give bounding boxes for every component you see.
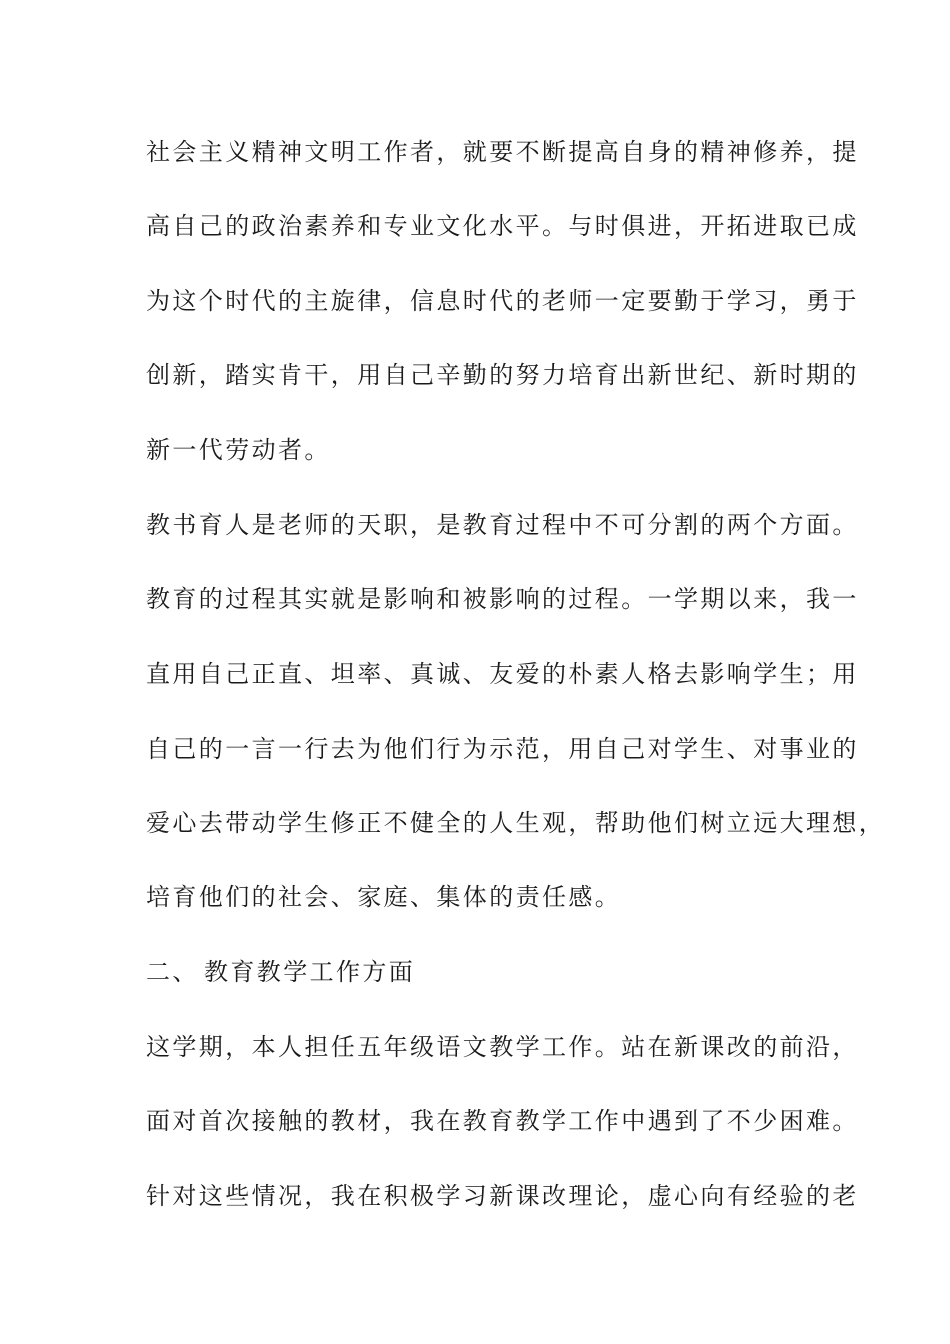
text-line: 创新，踏实肯干，用自己辛勤的努力培育出新世纪、新时期的 [146, 361, 859, 389]
text-line: 教育的过程其实就是影响和被影响的过程。一学期以来，我一 [146, 585, 859, 613]
text-line: 爱心去带动学生修正不健全的人生观，帮助他们树立远大理想， [146, 809, 886, 837]
text-line: 培育他们的社会、家庭、集体的责任感。 [146, 883, 622, 911]
section-number: 二、 [146, 958, 199, 986]
text-line: 社会主义精神文明工作者，就要不断提高自身的精神修养，提 [146, 138, 859, 166]
text-line: 教书育人是老师的天职，是教育过程中不可分割的两个方面。 [146, 511, 859, 539]
section-heading [146, 957, 826, 987]
section-title: 教育教学工作方面 [204, 958, 416, 986]
text-line: 为这个时代的主旋律，信息时代的老师一定要勤于学习，勇于 [146, 287, 859, 315]
text-line: 新一代劳动者。 [146, 436, 331, 464]
text-line: 针对这些情况，我在积极学习新课改理论，虚心向有经验的老 [146, 1182, 859, 1210]
text-line: 面对首次接触的教材，我在教育教学工作中遇到了不少困难。 [146, 1107, 859, 1135]
text-line: 这学期，本人担任五年级语文教学工作。站在新课改的前沿， [146, 1033, 859, 1061]
text-line: 高自己的政治素养和专业文化水平。与时俱进，开拓进取已成 [146, 212, 859, 240]
text-line: 直用自己正直、坦率、真诚、友爱的朴素人格去影响学生；用 [146, 660, 859, 688]
text-line: 自己的一言一行去为他们行为示范，用自己对学生、对事业的 [146, 735, 859, 763]
